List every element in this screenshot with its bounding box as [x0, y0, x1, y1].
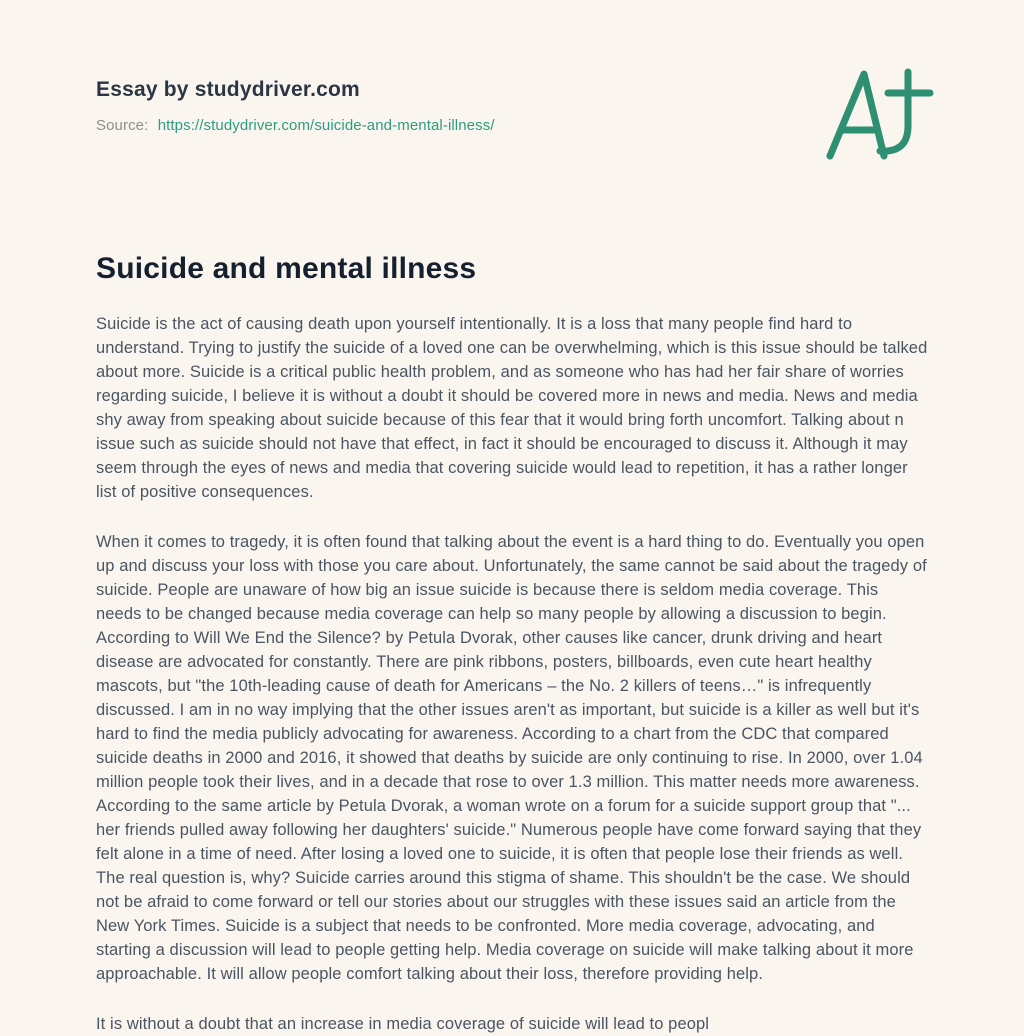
- essay-byline: Essay by studydriver.com: [96, 78, 360, 101]
- source-url-link[interactable]: https://studydriver.com/suicide-and-mental-illness/: [157, 117, 495, 134]
- page-header: [96, 78, 928, 134]
- essay-content: [96, 252, 928, 1036]
- essay-page: [96, 0, 928, 1036]
- studydriver-logo-icon: [824, 66, 934, 161]
- essay-title: Suicide and mental illness: [96, 252, 477, 285]
- essay-paragraph-3: It is without a doubt that an increase in media coverage of suicide will lead to peopl: [96, 1015, 710, 1033]
- source-label: Source:: [96, 117, 149, 134]
- source-line: [96, 117, 928, 134]
- essay-paragraph-2: When it comes to tragedy, it is often found that talking about the event is a hard thing to do. Eventually you open up and discuss your loss with those you care about. Unfortunately, the same cannot be said about the tragedy of suicide. People are unaware of how big an issue suicide is because there is seldom media coverage. This needs to be changed because media coverage can help so many people by allowing a discussion to begin. According to Will We End the Silence? by Petula Dvorak, other causes like cancer, drunk driving and heart disease are advocated for constantly. There are pink ribbons, posters, billboards, even cute heart healthy mascots, but "the 10th-leading cause of death for Americans – the No. 2 killers of teens…" is infrequently discussed. I am in no way implying that the other issues aren't as important, but suicide is a killer as well but it's hard to find the media publicly advocating for awareness. According to a chart from the CDC that compared suicide deaths in 2000 and 2016, it showed that deaths by suicide are only continuing to rise. In 2000, over 1.04 million people took their lives, and in a decade that rose to over 1.3 million. This matter needs more awareness. According to the same article by Petula Dvorak, a woman wrote on a forum for a suicide support group that "... her friends pulled away following her daughters' suicide." Numerous people have come forward saying that they felt alone in a time of need. After losing a loved one to suicide, it is often that people lose their friends as well. The real question is, why? Suicide carries around this stigma of shame. This shouldn't be the case. We should not be afraid to come forward or tell our stories about our struggles with these issues said an article from the New York Times. Suicide is a subject that needs to be confronted. More media coverage, advocating, and starting a discussion will lead to people getting help. Media coverage on suicide will make talking about it more approachable. It will allow people comfort talking about their loss, therefore providing help.: [96, 533, 927, 983]
- essay-paragraph-1: Suicide is the act of causing death upon yourself intentionally. It is a loss that many people find hard to understand. Trying to justify the suicide of a loved one can be overwhelming, which is this issue should be talked about more. Suicide is a critical public health problem, and as someone who has had her fair share of worries regarding suicide, I believe it is without a doubt it should be covered more in news and media. News and media shy away from speaking about suicide because of this fear that it would bring forth uncomfort. Talking about n issue such as suicide should not have that effect, in fact it should be encouraged to discuss it. Although it may seem through the eyes of news and media that covering suicide would lead to repetition, it has a rather longer list of positive consequences.: [96, 315, 928, 501]
